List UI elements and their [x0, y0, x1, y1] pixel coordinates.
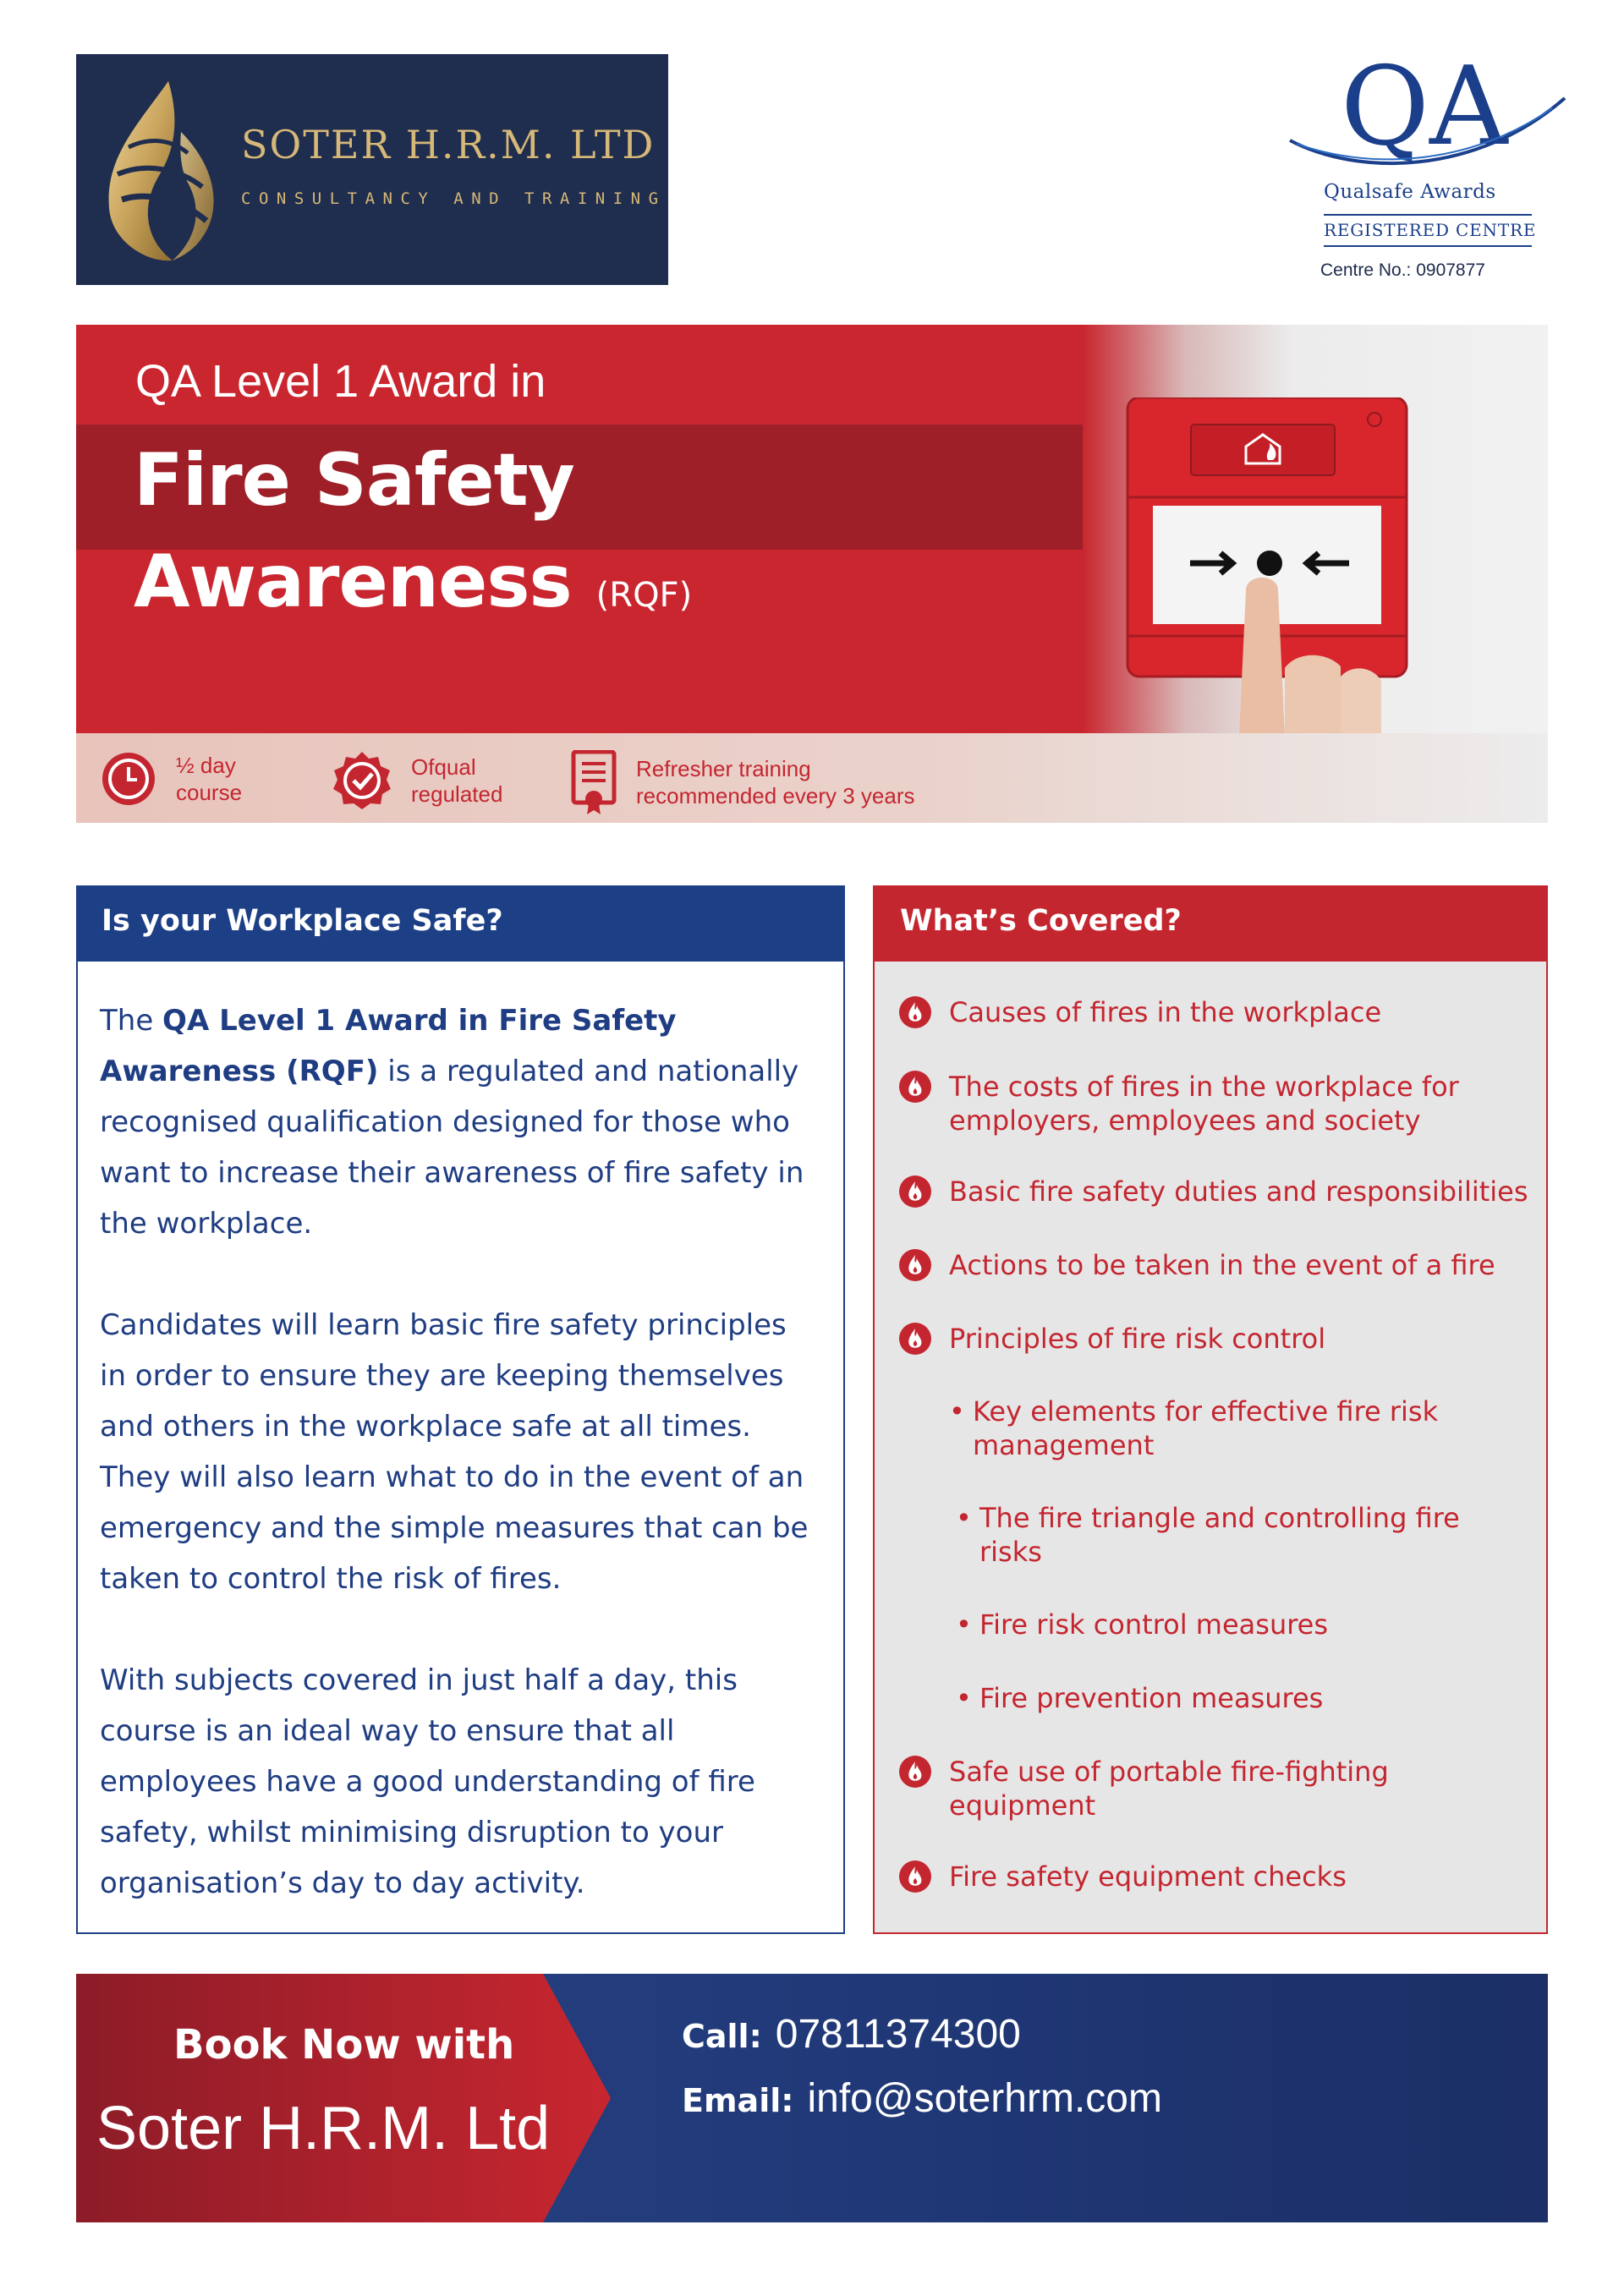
- company-logo: [76, 54, 668, 285]
- covered-item-text: Actions to be taken in the event of a fire: [949, 1249, 1495, 1281]
- book-now-text: Book Now with: [173, 2021, 515, 2069]
- svg-text:QA: QA: [1341, 49, 1508, 170]
- call-label: Call:: [682, 2018, 762, 2055]
- flame-bullet-icon: [898, 1860, 932, 1893]
- flame-bullet-icon: [898, 1322, 932, 1356]
- covered-item-text: Causes of fires in the workplace: [949, 996, 1382, 1028]
- company-name-footer: Soter H.R.M. Ltd: [96, 2095, 551, 2162]
- hero-banner: [76, 325, 1548, 733]
- bullet-dot: •: [956, 1502, 972, 1534]
- candidates-paragraph: Candidates will learn basic fire safety principles in order to ensure they are keeping themselves and others in the workplace safe at all times. They will also learn what to do in the event of an emergency and the simple measures that can be taken to control the risk of fires.: [100, 1308, 809, 1596]
- info-duration-line1: ½ day: [176, 753, 236, 778]
- registered-centre-text: REGISTERED CENTRE: [1324, 220, 1537, 240]
- flame-bullet-icon: [898, 1755, 932, 1789]
- flame-logo-icon: [88, 73, 232, 267]
- certificate-icon: [570, 750, 617, 814]
- covered-item-text: Safe use of portable fire-fighting equipment: [949, 1756, 1389, 1822]
- hero-subtitle: QA Level 1 Award in: [135, 356, 546, 407]
- phone-number-link[interactable]: 07811374300: [775, 2012, 1021, 2057]
- info-duration-line2: course: [176, 780, 243, 805]
- qualsafe-logo: [1281, 49, 1569, 294]
- qualsafe-awards-text: Qualsafe Awards: [1324, 181, 1496, 203]
- email-row: [682, 2075, 1162, 2122]
- covered-item-text: Basic fire safety duties and responsibilities: [949, 1175, 1528, 1208]
- covered-item-text: Fire safety equipment checks: [949, 1860, 1347, 1893]
- info-item-duration: [100, 750, 242, 808]
- booking-footer: [76, 1974, 1548, 2222]
- covered-subitem-text: Fire prevention measures: [979, 1682, 1324, 1714]
- covered-item: [898, 1860, 1347, 1893]
- email-link[interactable]: info@soterhrm.com: [807, 2076, 1162, 2121]
- covered-item: [898, 1248, 1495, 1282]
- covered-item: [898, 995, 1381, 1029]
- hero-title-line2: [134, 531, 692, 646]
- flame-bullet-icon: [898, 1070, 932, 1104]
- company-name: SOTER H.R.M. LTD: [241, 122, 656, 167]
- info-item-regulated: [332, 750, 502, 811]
- covered-subitem: [956, 1608, 1328, 1641]
- centre-number: Centre No.: 0907877: [1320, 260, 1485, 280]
- info-item-refresher: [570, 750, 914, 814]
- fire-alarm-call-point-icon: [1119, 397, 1491, 733]
- covered-subitem-text: Fire risk control measures: [979, 1608, 1329, 1641]
- covered-item: [898, 1175, 1528, 1208]
- bullet-dot: •: [956, 1608, 972, 1641]
- whats-covered-panel: [873, 885, 1548, 1934]
- bullet-dot: •: [956, 1682, 972, 1714]
- covered-item: [898, 1322, 1325, 1356]
- covered-subitem: [949, 1395, 1490, 1462]
- intro-paragraph: [100, 995, 821, 1249]
- hero-rqf-suffix: (RQF): [595, 576, 693, 615]
- covered-item-text: Principles of fire risk control: [949, 1323, 1326, 1355]
- flame-bullet-icon: [898, 1248, 932, 1282]
- company-tagline: CONSULTANCY AND TRAINING: [241, 189, 667, 208]
- bullet-dot: •: [949, 1395, 965, 1427]
- covered-item: [898, 1070, 1507, 1137]
- flame-bullet-icon: [898, 1175, 932, 1208]
- panel-heading: Is your Workplace Safe?: [78, 887, 843, 962]
- info-regulated-line2: regulated: [411, 781, 503, 807]
- call-row: [682, 2011, 1021, 2058]
- covered-subitem: [956, 1501, 1497, 1569]
- subjects-paragraph: With subjects covered in just half a day, this course is an ideal way to ensure that all employees have a good understanding of fire safety, whilst minimising disruption to your organisation’s day to day activity.: [100, 1663, 755, 1900]
- hero-title-line1: Fire Safety: [134, 438, 574, 523]
- intro-rest: is a regulated and nationally recognised qualification designed for those who want to increase their awareness of fire safety in the workplace.: [100, 1055, 804, 1241]
- intro-lead: The: [100, 1004, 163, 1038]
- covered-item-text: The costs of fires in the workplace for employers, employees and society: [949, 1071, 1459, 1137]
- covered-subitem: [956, 1681, 1323, 1715]
- covered-item: [898, 1755, 1507, 1822]
- hero-title: [134, 430, 692, 646]
- panel-heading: What’s Covered?: [875, 887, 1546, 962]
- info-regulated-line1: Ofqual: [411, 754, 476, 780]
- divider: [1324, 214, 1532, 216]
- check-badge-icon: [332, 750, 392, 811]
- covered-subitem-text: Key elements for effective fire risk management: [973, 1395, 1439, 1461]
- qa-logo-icon: [1281, 49, 1569, 176]
- clock-icon: [100, 750, 157, 808]
- workplace-safe-panel: [76, 885, 845, 1934]
- email-label: Email:: [682, 2082, 794, 2119]
- course-info-strip: [76, 733, 1548, 823]
- info-refresher-line2: recommended every 3 years: [636, 783, 915, 808]
- covered-subitem-text: The fire triangle and controlling fire risks: [979, 1502, 1460, 1568]
- hero-title-word: Awareness: [134, 540, 572, 624]
- info-refresher-line1: Refresher training: [636, 756, 811, 781]
- intro-course-name: QA Level 1 Award in Fire Safety Awareness (RQF): [100, 1004, 677, 1088]
- divider: [1324, 245, 1532, 247]
- flame-bullet-icon: [898, 995, 932, 1029]
